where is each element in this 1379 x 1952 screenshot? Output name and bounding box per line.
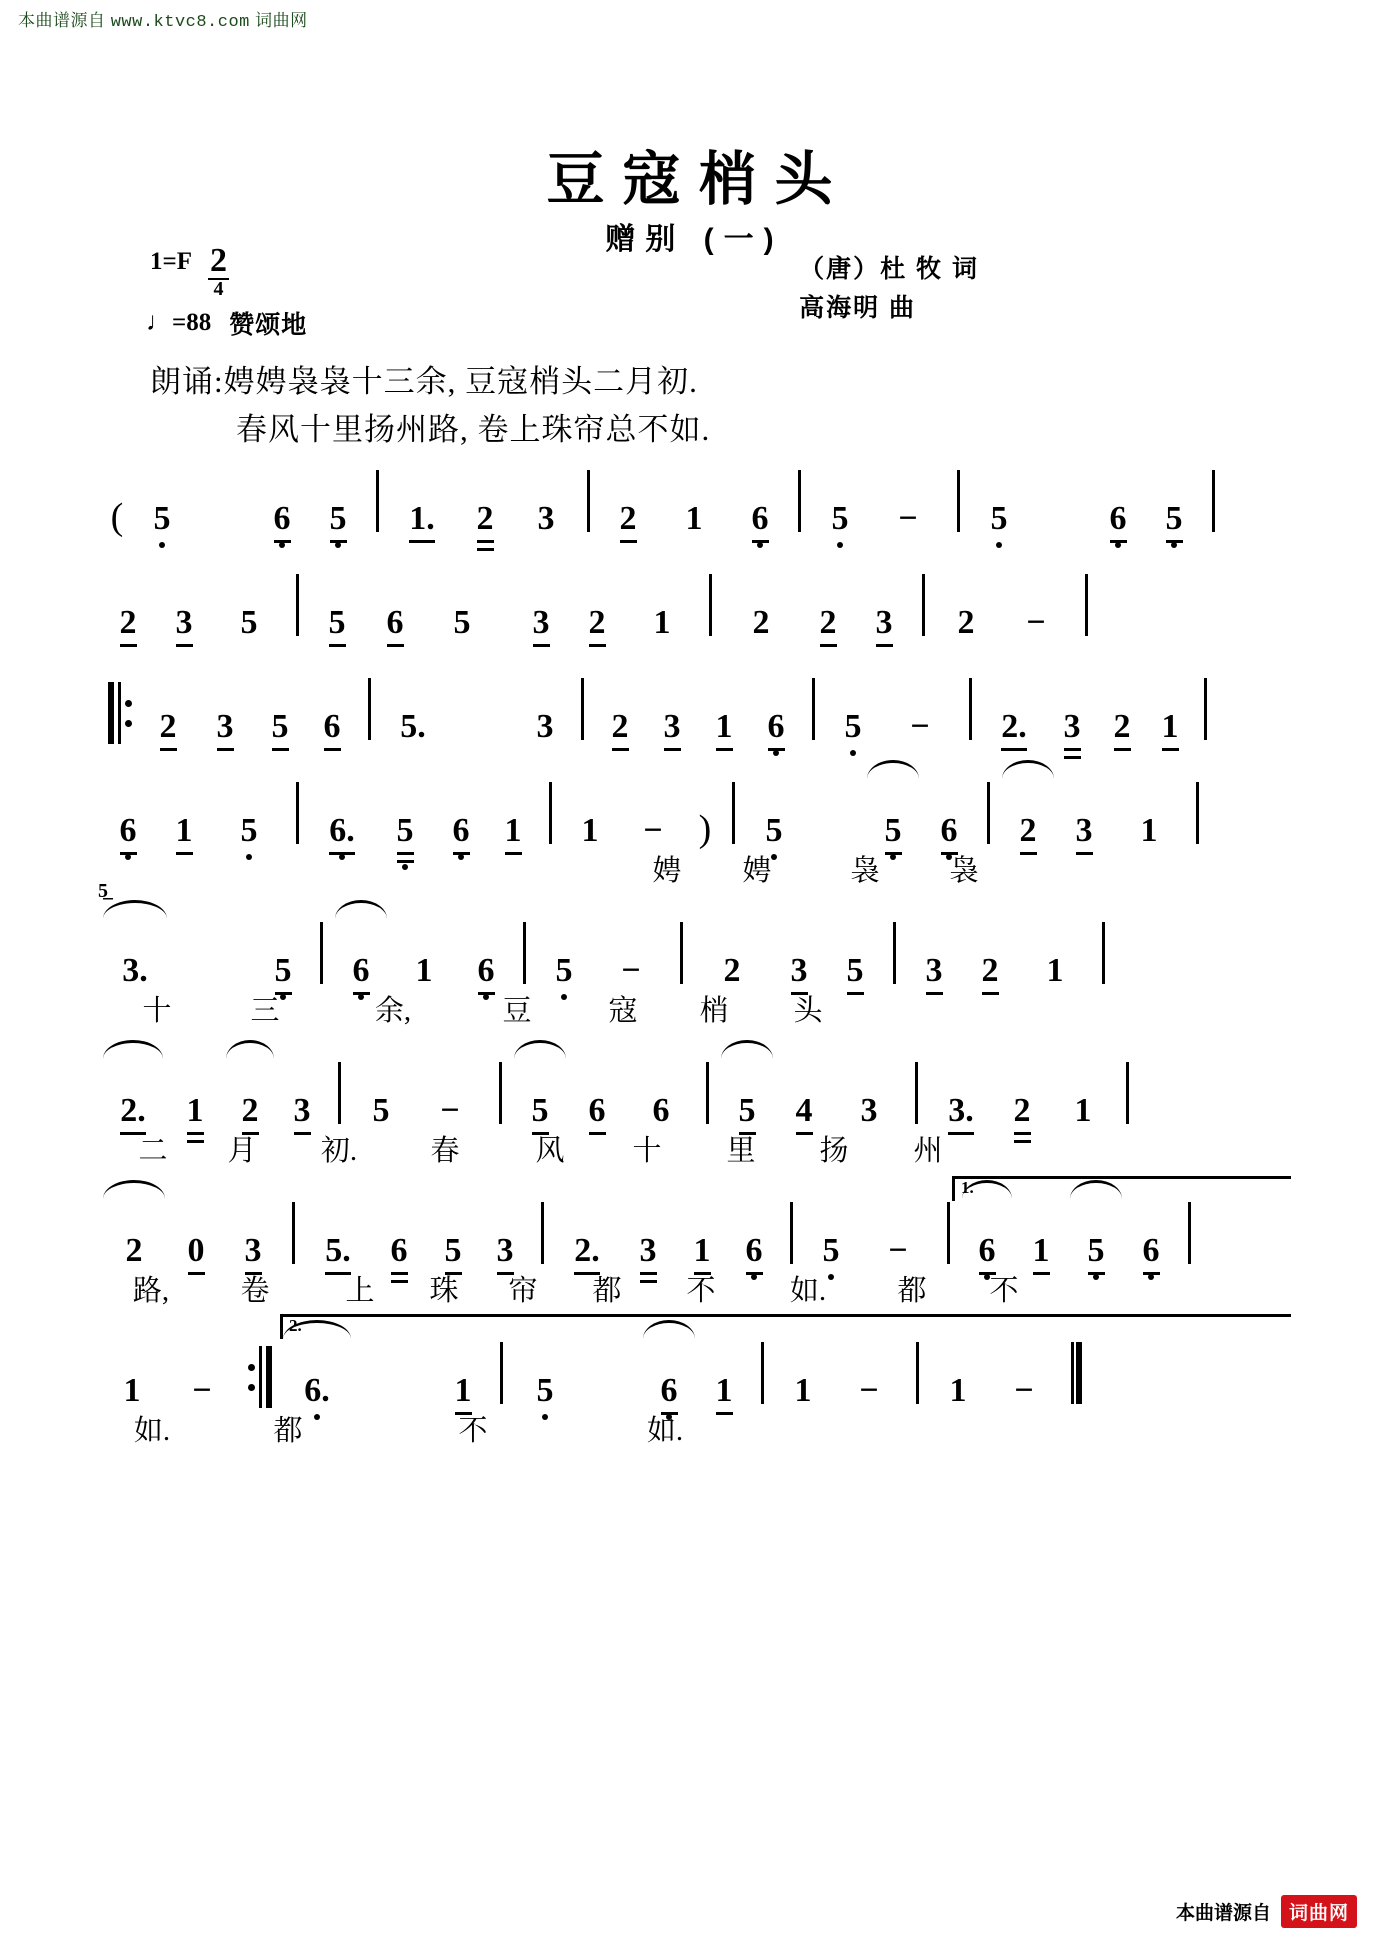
- watermark-top-prefix: 本曲谱源自: [18, 11, 106, 30]
- watermark-bottom-text: 本曲谱源自: [1175, 1903, 1271, 1924]
- note: 3: [537, 500, 555, 537]
- lyric-syllable: 豆: [502, 995, 532, 1027]
- composer-credit: 高海明 曲: [799, 293, 917, 322]
- note: [445, 670, 519, 744]
- note: 6: [960, 1194, 1014, 1268]
- barline: [987, 782, 990, 844]
- note: 1: [685, 500, 703, 537]
- notes-row: [100, 1054, 1290, 1128]
- note: 6: [728, 1194, 780, 1268]
- barline: [500, 1342, 503, 1404]
- barline: [1188, 1202, 1191, 1264]
- barline: [706, 1062, 709, 1124]
- watermark-bottom-badge: 词曲网: [1281, 1895, 1357, 1928]
- note: [803, 774, 865, 848]
- note: 5: [372, 1092, 390, 1129]
- barline: [1085, 574, 1088, 636]
- watermark-top-suffix: 词曲网: [255, 11, 308, 30]
- barline: [915, 1062, 918, 1124]
- staff-line-6: [100, 1054, 1290, 1194]
- note: 3: [906, 914, 962, 988]
- staff-line-4: [100, 774, 1290, 914]
- notes-row: [100, 462, 1290, 536]
- lyric-syllable: 十: [632, 1135, 662, 1167]
- lyric-syllable: 余,: [374, 995, 412, 1027]
- barline: [1196, 782, 1199, 844]
- note: 3: [479, 1194, 531, 1268]
- note: 3: [771, 914, 827, 988]
- note: −: [1026, 604, 1046, 641]
- note: 4: [775, 1054, 833, 1128]
- note: 5: [375, 774, 435, 848]
- final-barline: [1076, 1342, 1082, 1404]
- lyric-syllable: 都: [592, 1275, 622, 1307]
- lyric-syllable: 卷: [240, 1275, 270, 1307]
- barline: [812, 678, 815, 740]
- note: 2.: [982, 670, 1046, 744]
- barline: [798, 470, 801, 532]
- staff-line-8: [100, 1316, 1290, 1474]
- barline: [499, 1062, 502, 1124]
- lyric-syllable: 珠: [429, 1275, 459, 1307]
- quarter-note-icon: ♩: [146, 307, 172, 336]
- note: 2: [994, 1054, 1050, 1128]
- notes-row: [100, 670, 1290, 744]
- notes-row: [100, 1334, 1290, 1408]
- lyric-syllable: 娉: [652, 855, 682, 887]
- note: −: [643, 812, 663, 849]
- note: 5: [310, 462, 366, 536]
- note: 3: [196, 670, 254, 744]
- watermark-top: [18, 6, 308, 32]
- note: 0: [168, 1194, 224, 1268]
- note: 2: [800, 566, 856, 640]
- lyric-syllable: 不: [686, 1275, 716, 1307]
- note: 5̲ 3.: [100, 914, 170, 988]
- lyric-syllable: 袅: [850, 855, 880, 887]
- note: 2: [752, 604, 770, 641]
- note: 2.: [554, 1194, 620, 1268]
- lyricist-credit: （唐）杜 牧 词: [799, 255, 979, 283]
- note: 1: [581, 812, 599, 849]
- barline: [549, 782, 552, 844]
- note: 3: [1046, 670, 1098, 744]
- lyric-syllable: 十: [142, 995, 172, 1027]
- barline: [320, 922, 323, 984]
- note: 2: [1000, 774, 1056, 848]
- note: −: [910, 708, 930, 745]
- lyric-syllable: 不: [458, 1415, 488, 1447]
- note: 5: [803, 1194, 859, 1268]
- lyric-syllable: 不: [989, 1275, 1019, 1307]
- staff-line-5: [98, 880, 1290, 1054]
- staff-line-1: [100, 462, 1290, 566]
- barline: [916, 1342, 919, 1404]
- note: 5: [719, 1054, 775, 1128]
- note: 2: [957, 604, 975, 641]
- note: −: [192, 1372, 212, 1409]
- note: 2.: [100, 1054, 166, 1128]
- note: 1: [1014, 1194, 1068, 1268]
- note: 5: [745, 774, 803, 848]
- note: 3.: [928, 1054, 994, 1128]
- note: 1.: [389, 462, 455, 536]
- barline: [541, 1202, 544, 1264]
- note: 2: [140, 670, 196, 744]
- lyric-syllable: 扬: [819, 1135, 849, 1167]
- note: −: [888, 1232, 908, 1269]
- note: 1: [949, 1372, 967, 1409]
- key-signature: [150, 242, 229, 303]
- note: 6: [921, 774, 977, 848]
- note: 6: [750, 670, 802, 744]
- note: 5: [254, 670, 306, 744]
- time-denominator: 4: [213, 278, 224, 300]
- note: 3: [513, 566, 569, 640]
- time-numerator: 2: [210, 242, 228, 279]
- note: −: [1014, 1372, 1034, 1409]
- key-label: 1=F: [150, 248, 193, 275]
- note: 5.: [400, 708, 426, 745]
- note: 6: [100, 774, 156, 848]
- note: 1: [794, 1372, 812, 1409]
- note: 1: [123, 1372, 141, 1409]
- note: 1: [436, 1334, 490, 1408]
- note: 6: [652, 1092, 670, 1129]
- note: 3: [156, 566, 212, 640]
- barline: [709, 574, 712, 636]
- note: 2: [594, 670, 646, 744]
- note: 3: [646, 670, 698, 744]
- lyric-syllable: 路,: [132, 1275, 170, 1307]
- barline: [732, 782, 735, 844]
- barline: [761, 1342, 764, 1404]
- note: 5: [256, 914, 310, 988]
- note: 1: [1140, 812, 1158, 849]
- note: [577, 1334, 641, 1408]
- barline: [1102, 922, 1105, 984]
- note: 5: [1146, 462, 1202, 536]
- note: −: [898, 500, 918, 537]
- lyric-syllable: 娉: [742, 855, 772, 887]
- note: 5: [453, 604, 471, 641]
- note: 2: [569, 566, 625, 640]
- time-signature: [208, 244, 229, 299]
- barline: [523, 922, 526, 984]
- note: 6: [306, 670, 358, 744]
- notes-row: [100, 1194, 1290, 1268]
- note: [170, 914, 256, 988]
- lyric-syllable: 都: [897, 1275, 927, 1307]
- note: 5: [134, 462, 190, 536]
- lyric-syllable: 如.: [133, 1415, 171, 1447]
- barline: [969, 678, 972, 740]
- staff-line-2: [100, 566, 1290, 670]
- note: 6: [435, 774, 487, 848]
- note: 5: [970, 462, 1028, 536]
- note: −: [621, 952, 641, 989]
- note: 5: [427, 1194, 479, 1268]
- barline: [790, 1202, 793, 1264]
- note: 2: [962, 914, 1018, 988]
- note: 6: [371, 1194, 427, 1268]
- lyric-syllable: 如.: [789, 1275, 827, 1307]
- note: 5: [212, 774, 286, 848]
- lyric-syllable: 月: [227, 1135, 257, 1167]
- lyric-syllable: 春: [430, 1135, 460, 1167]
- lyric-syllable: 风: [535, 1135, 565, 1167]
- barline: [587, 470, 590, 532]
- lyric-syllable: 如.: [646, 1415, 684, 1447]
- note: 1: [697, 1334, 751, 1408]
- lyrics-row: [100, 1408, 1290, 1452]
- lyric-syllable: 都: [273, 1415, 303, 1447]
- barline: [893, 922, 896, 984]
- lyric-syllable: 二: [138, 1135, 168, 1167]
- note: 2: [224, 1054, 276, 1128]
- watermark-bottom: [1176, 1895, 1357, 1928]
- barline: [292, 1202, 295, 1264]
- grace-note: 5̲: [98, 880, 108, 902]
- note: 2: [100, 566, 156, 640]
- staff-line-7: [100, 1178, 1290, 1334]
- note: 2: [100, 1194, 168, 1268]
- note: 1: [1046, 952, 1064, 989]
- close-paren: ): [698, 808, 712, 850]
- note: [190, 462, 254, 536]
- barline: [957, 470, 960, 532]
- note: 6: [732, 462, 788, 536]
- credits: [799, 250, 979, 328]
- lyric-syllable: 头: [793, 995, 823, 1027]
- note: −: [440, 1092, 460, 1129]
- lyric-syllable: 帘: [508, 1275, 538, 1307]
- notes-row: [100, 774, 1290, 848]
- staff-line-3: [100, 670, 1290, 774]
- note: 2: [600, 462, 656, 536]
- note: 6.: [280, 1334, 354, 1408]
- page-subtitle: 赠别 (一): [605, 223, 784, 256]
- notes-row: [100, 566, 1290, 640]
- lyrics-row: [100, 848, 1290, 892]
- barline: [1204, 678, 1207, 740]
- note: 5: [827, 914, 883, 988]
- note: 1: [1146, 670, 1194, 744]
- note: 6.: [309, 774, 375, 848]
- note: 5: [1068, 1194, 1124, 1268]
- barline: [1071, 1342, 1074, 1404]
- note: 5: [865, 774, 921, 848]
- volta-1-label: 1.: [961, 1178, 974, 1197]
- lyric-syllable: 寇: [608, 995, 638, 1027]
- barline: [922, 574, 925, 636]
- note: 2: [1098, 670, 1146, 744]
- note: 1: [415, 952, 433, 989]
- recitation-block: [150, 358, 710, 454]
- note: [1028, 462, 1090, 536]
- note: 1: [156, 774, 212, 848]
- lyrics-row: [100, 1128, 1290, 1172]
- note: 5: [536, 914, 592, 988]
- note: 6: [641, 1334, 697, 1408]
- note: 1: [487, 774, 539, 848]
- note: 5: [512, 1054, 568, 1128]
- note: 5: [513, 1334, 577, 1408]
- note: 5: [240, 604, 258, 641]
- recitation-line-1: 朗诵:娉娉袅袅十三余, 豆寇梢头二月初.: [150, 364, 698, 399]
- barline: [376, 470, 379, 532]
- note: 2: [455, 462, 515, 536]
- barline: [1212, 470, 1215, 532]
- note: 5: [309, 566, 365, 640]
- note: 3: [276, 1054, 328, 1128]
- barline: [368, 678, 371, 740]
- note: 1: [676, 1194, 728, 1268]
- note: 1: [166, 1054, 224, 1128]
- note: 5: [811, 462, 869, 536]
- note: 6: [568, 1054, 626, 1128]
- note: 6: [1124, 1194, 1178, 1268]
- note: 3: [620, 1194, 676, 1268]
- note: 3: [224, 1194, 282, 1268]
- lyric-syllable: 上: [345, 1275, 375, 1307]
- lyric-syllable: 初.: [320, 1135, 358, 1167]
- note: −: [859, 1372, 879, 1409]
- note: 1: [1074, 1092, 1092, 1129]
- open-paren: (: [110, 496, 124, 538]
- tempo-marking: [146, 305, 307, 341]
- note: 6: [365, 566, 425, 640]
- repeat-end-barline: [248, 1334, 272, 1408]
- note: 6: [459, 914, 513, 988]
- volta-2-label: 2.: [289, 1316, 302, 1335]
- recitation-line-2: 春风十里扬州路, 卷上珠帘总不如.: [236, 412, 711, 448]
- page-title: 豆寇梢头: [546, 147, 851, 212]
- tempo-value: =88: [172, 309, 212, 336]
- note: 1: [653, 604, 671, 641]
- barline: [680, 922, 683, 984]
- note: 1: [698, 670, 750, 744]
- barline: [338, 1062, 341, 1124]
- barline: [947, 1202, 950, 1264]
- note: 6: [1090, 462, 1146, 536]
- note: 6: [333, 914, 389, 988]
- lyric-syllable: 梢: [699, 995, 729, 1027]
- lyric-syllable: 州: [913, 1135, 943, 1167]
- spacer: [499, 566, 513, 640]
- note: 2: [723, 952, 741, 989]
- note: 5.: [305, 1194, 371, 1268]
- lyric-syllable: 三: [250, 995, 280, 1027]
- expression-marking: 赞颂地: [229, 311, 308, 339]
- note: [354, 1334, 436, 1408]
- lyric-syllable: 里: [726, 1135, 756, 1167]
- notes-row: [98, 880, 1290, 989]
- repeat-start-barline: [108, 670, 132, 744]
- note: 3: [536, 708, 554, 745]
- barline: [581, 678, 584, 740]
- note: 3: [856, 566, 912, 640]
- music-notation: [100, 462, 1290, 1474]
- note: 3: [860, 1092, 878, 1129]
- note: 3: [1056, 774, 1112, 848]
- lyric-syllable: 袅: [949, 855, 979, 887]
- lyrics-row: [100, 1268, 1290, 1312]
- note: 6: [254, 462, 310, 536]
- barline: [1126, 1062, 1129, 1124]
- barline: [296, 782, 299, 844]
- note: 5: [825, 670, 881, 744]
- barline: [296, 574, 299, 636]
- lyrics-row: [100, 988, 1290, 1032]
- watermark-top-url: www.ktvc8.com: [110, 13, 250, 32]
